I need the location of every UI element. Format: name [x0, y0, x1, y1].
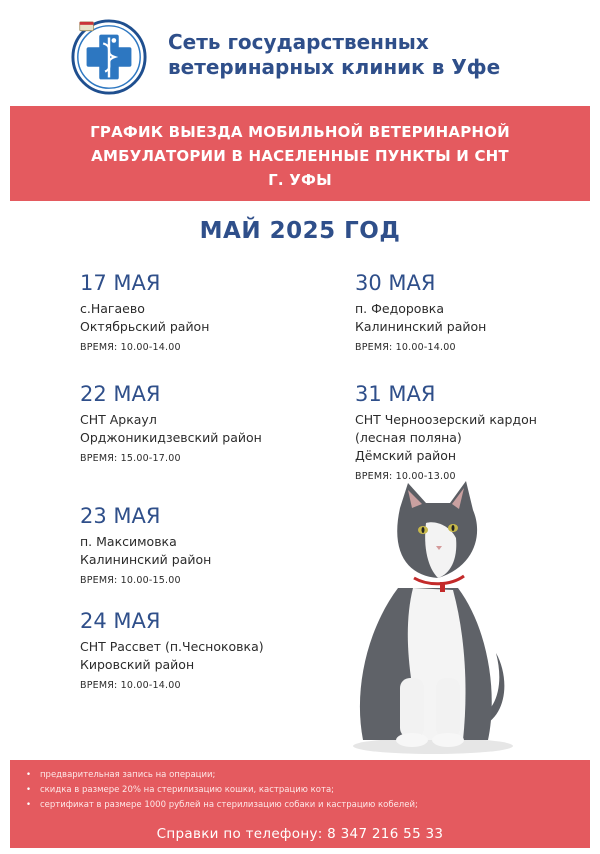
banner-line1: ГРАФИК ВЫЕЗДА МОБИЛЬНОЙ ВЕТЕРИНАРНОЙ	[90, 123, 510, 141]
schedule-entry	[80, 608, 264, 691]
entry-time: ВРЕМЯ: 10.00-14.00	[80, 680, 181, 691]
schedule-entry	[80, 503, 211, 586]
schedule-entry	[80, 381, 262, 464]
schedule-entry	[355, 381, 537, 482]
organization-name-line1: Сеть государственных	[168, 30, 429, 54]
note-item: • сертификат в размере 1000 рублей на стерилизацию собаки и кастрацию кобелей;	[24, 798, 576, 813]
clinic-logo-icon	[70, 18, 148, 96]
header	[10, 8, 590, 108]
entry-date: 24 МАЯ	[80, 609, 161, 633]
entry-district-extra: Дёмский район	[355, 448, 457, 463]
entry-place: СНТ Рассвет (п.Чесноковка)	[80, 639, 264, 654]
entry-district: Калининский район	[80, 552, 212, 567]
sitting-cat-illustration	[328, 478, 518, 758]
entry-district: (лесная поляна)	[355, 430, 462, 445]
note-item: • скидка в размере 20% на стерилизацию кошки, кастрацию кота;	[24, 783, 576, 798]
entry-date: 22 МАЯ	[80, 382, 161, 406]
schedule-entry	[80, 270, 209, 353]
entry-time: ВРЕМЯ: 10.00-14.00	[355, 342, 456, 353]
entry-time: ВРЕМЯ: 10.00-14.00	[80, 342, 181, 353]
banner-line2: АМБУЛАТОРИИ В НАСЕЛЕННЫЕ ПУНКТЫ И СНТ	[91, 147, 509, 165]
entry-time: ВРЕМЯ: 15.00-17.00	[80, 453, 181, 464]
title-banner	[10, 106, 590, 201]
footer-band	[10, 760, 590, 848]
notes-list	[24, 768, 576, 813]
organization-name	[168, 30, 568, 80]
entry-time: ВРЕМЯ: 10.00-15.00	[80, 575, 181, 586]
entry-district: Калининский район	[355, 319, 487, 334]
entry-date: 23 МАЯ	[80, 504, 161, 528]
month-title: МАЙ 2025 ГОД	[199, 218, 401, 244]
entry-district: Октябрьский район	[80, 319, 210, 334]
schedule-entry	[355, 270, 486, 353]
entry-date: 30 МАЯ	[355, 271, 436, 295]
entry-date: 17 МАЯ	[80, 271, 161, 295]
entry-date: 31 МАЯ	[355, 382, 436, 406]
entry-time: ВРЕМЯ: 10.00-13.00	[355, 471, 456, 482]
phone-info: Справки по телефону: 8 347 216 55 33	[156, 826, 444, 842]
note-item: • предварительная запись на операции;	[24, 768, 576, 783]
poster	[10, 8, 590, 848]
organization-name-line2: ветеринарных клиник в Уфе	[168, 55, 501, 79]
entry-district: Орджоникидзевский район	[80, 430, 262, 445]
entry-district: Кировский район	[80, 657, 195, 672]
entry-place: п. Максимовка	[80, 534, 177, 549]
entry-place: СНТ Черноозерский кардон	[355, 412, 537, 427]
banner-line3: Г. УФЫ	[268, 171, 332, 189]
entry-place: СНТ Аркаул	[80, 412, 157, 427]
entry-place: с.Нагаево	[80, 301, 145, 316]
entry-place: п. Федоровка	[355, 301, 445, 316]
